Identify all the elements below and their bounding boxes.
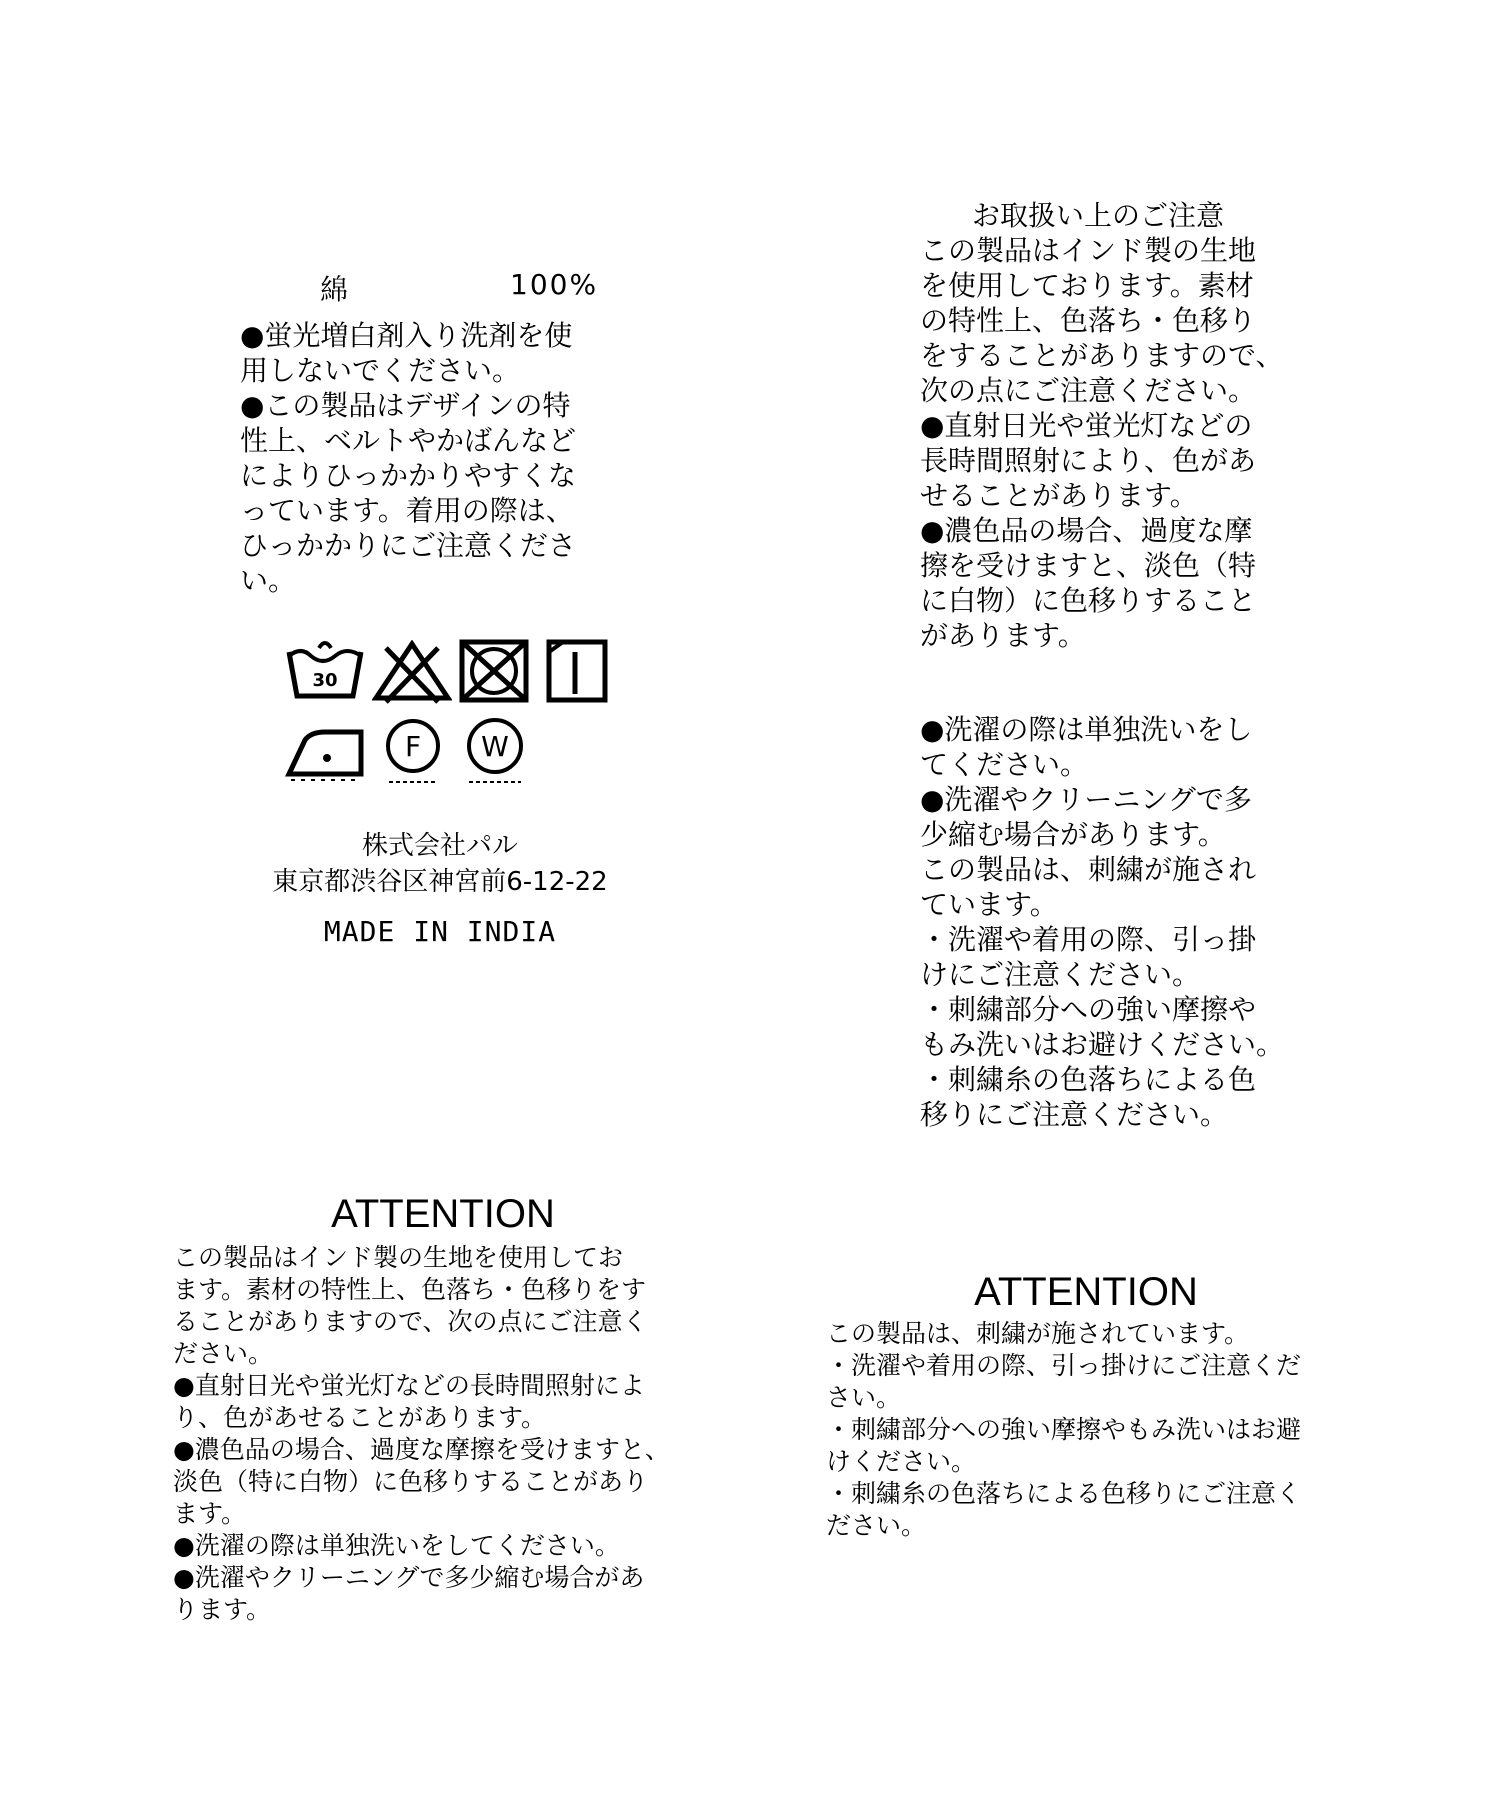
note-line: 擦を受けますと、淡色（特 <box>920 549 1257 582</box>
note-line: ひっかかりにご注意くださ <box>240 529 577 562</box>
note-line: 次の点にご注意ください。 <box>920 374 1257 407</box>
attention-line: さい。 <box>826 1383 902 1412</box>
attention-line: ●直射日光や蛍光灯などの長時間照射によ <box>173 1371 645 1400</box>
note-line: ●この製品はデザインの特 <box>240 389 571 422</box>
attention-line: ることがありますので、次の点にご注意く <box>173 1307 648 1336</box>
attention-line: ・洗濯や着用の際、引っ掛けにご注意くだ <box>826 1351 1302 1380</box>
attention-line: ださい。 <box>826 1511 927 1540</box>
note-line: っています。着用の際は、 <box>240 494 574 527</box>
note-line: を使用しております。素材 <box>920 269 1254 302</box>
fiber-name: 綿 <box>320 273 349 306</box>
note-line: 用しないでください。 <box>240 354 521 387</box>
note-line: ・刺繍部分への強い摩擦や <box>920 993 1257 1026</box>
note-line: ●直射日光や蛍光灯などの <box>920 409 1253 442</box>
note-line: ●洗濯やクリーニングで多 <box>920 783 1252 816</box>
fiber-percent: 100% <box>510 268 599 301</box>
attention-line: 淡色（特に白物）に色移りすることがあり <box>173 1467 649 1496</box>
note-line: によりひっかかりやすくな <box>240 459 577 492</box>
company-address: 東京都渋谷区神宮前6-12-22 <box>272 867 608 897</box>
note-line: 移りにご注意ください。 <box>920 1098 1229 1131</box>
drip-dry-shade-icon <box>545 638 609 704</box>
attention-line: この製品は、刺繍が施されています。 <box>826 1319 1250 1348</box>
note-line: ・洗濯や着用の際、引っ掛 <box>920 923 1257 956</box>
note-line: てください。 <box>920 748 1089 781</box>
hand-wash-icon <box>285 640 365 702</box>
note-line: 長時間照射により、色があ <box>920 444 1257 477</box>
note-line: ●蛍光増白剤入り洗剤を使 <box>240 319 573 352</box>
note-line: をすることがありますので、 <box>920 339 1284 372</box>
top-right-notes <box>920 198 1283 653</box>
origin-label: MADE IN INDIA <box>323 915 557 948</box>
no-tumble-dry-icon <box>458 638 530 704</box>
attention-block-right <box>826 1268 1346 1542</box>
attention-line: ださい。 <box>173 1339 274 1368</box>
wet-clean-w-icon <box>463 716 527 788</box>
note-line: ています。 <box>920 888 1058 921</box>
attention-line: ●洗濯やクリーニングで多少縮む場合があ <box>173 1563 645 1592</box>
attention-line: けください。 <box>826 1447 977 1476</box>
note-line: ・刺繍糸の色落ちによる色 <box>920 1063 1257 1096</box>
note-line: があります。 <box>920 619 1086 652</box>
manufacturer-block <box>240 828 640 950</box>
attention-title: ATTENTION <box>331 1192 555 1236</box>
attention-line: ・刺繍糸の色落ちによる色移りにご注意く <box>826 1479 1302 1508</box>
note-line: この製品はインド製の生地 <box>920 234 1257 267</box>
attention-block-left <box>173 1190 713 1626</box>
wet-clean-letter: W <box>481 730 509 763</box>
note-line: の特性上、色落ち・色移り <box>920 304 1257 337</box>
attention-line: ●洗濯の際は単独洗いをしてください。 <box>173 1531 620 1560</box>
note-line: い。 <box>240 564 297 597</box>
attention-line: この製品はインド製の生地を使用してお <box>173 1243 624 1272</box>
note-line: 少縮む場合があります。 <box>920 818 1226 851</box>
top-left-notes <box>240 318 576 598</box>
attention-line: ます。素材の特性上、色落ち・色移りをす <box>173 1275 647 1304</box>
dry-clean-letter: F <box>404 730 422 763</box>
attention-title: ATTENTION <box>974 1270 1198 1314</box>
iron-icon <box>285 718 367 782</box>
note-line: もみ洗いはお避けください。 <box>920 1028 1285 1061</box>
attention-line: ます。 <box>173 1499 247 1528</box>
note-line: ●濃色品の場合、過度な摩 <box>920 514 1253 547</box>
attention-line: ●濃色品の場合、過度な摩擦を受けますと、 <box>173 1435 670 1464</box>
note-line: 性上、ベルトやかばんなど <box>240 424 577 457</box>
note-line: ●洗濯の際は単独洗いをし <box>920 713 1253 746</box>
dry-clean-f-icon <box>383 716 443 788</box>
attention-line: ・刺繍部分への強い摩擦やもみ洗いはお避 <box>826 1415 1302 1444</box>
company-name: 株式会社パル <box>361 831 518 861</box>
wash-temp-label: 30 <box>312 670 338 691</box>
note-line: に白物）に色移りすること <box>920 584 1257 617</box>
note-line: せることがあります。 <box>920 479 1198 512</box>
attention-line: ります。 <box>173 1595 272 1624</box>
no-bleach-icon <box>372 640 452 704</box>
top-right-notes-2 <box>920 712 1284 1132</box>
attention-line: り、色があせることがあります。 <box>173 1403 547 1432</box>
care-heading: お取扱い上のご注意 <box>972 199 1225 232</box>
note-line: この製品は、刺繍が施され <box>920 853 1257 886</box>
note-line: けにご注意ください。 <box>920 958 1201 991</box>
